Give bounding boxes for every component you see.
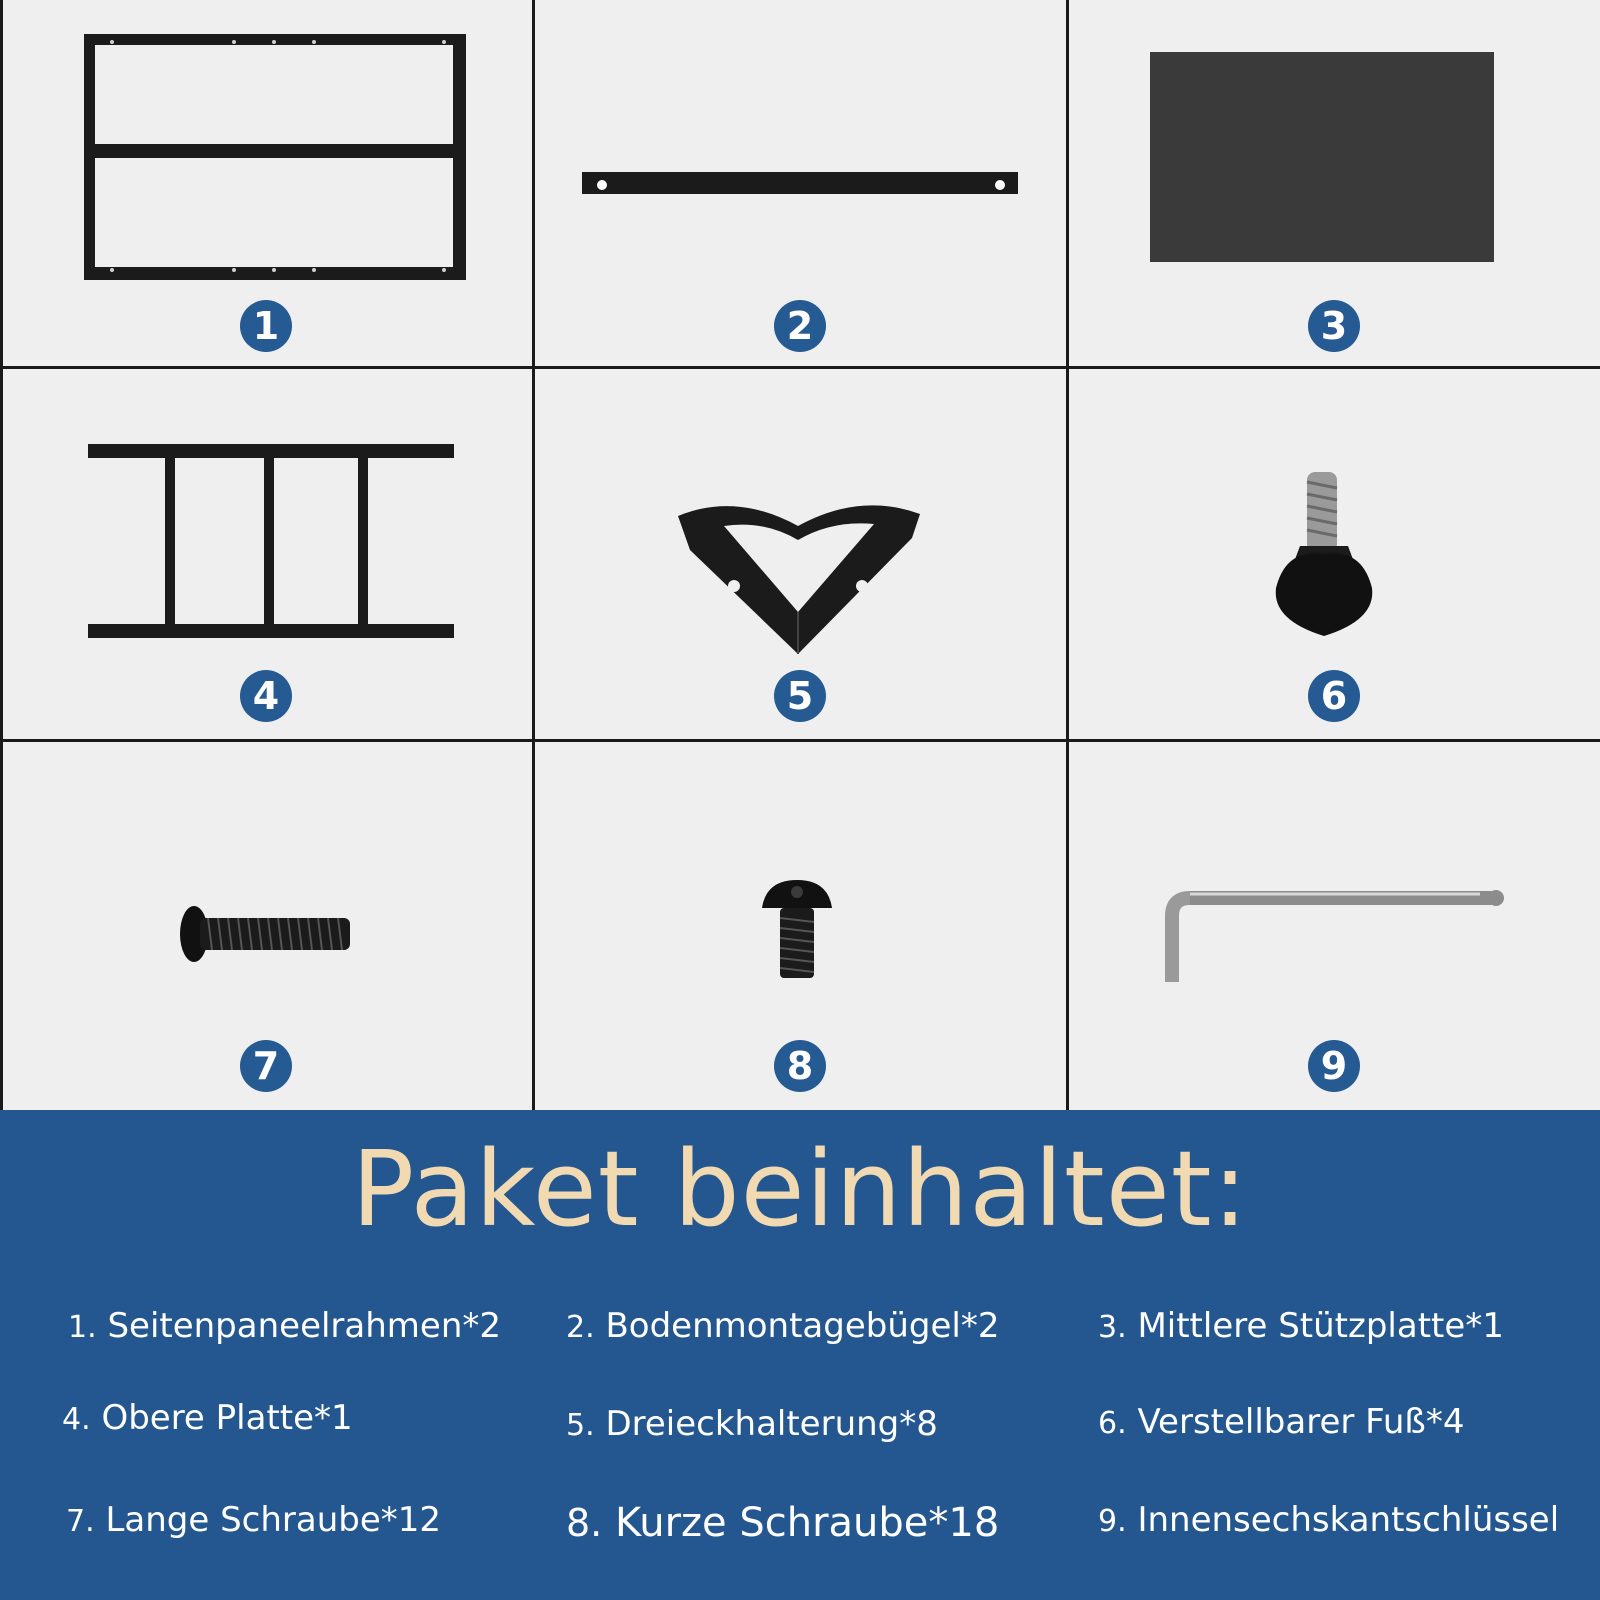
side-panel-frame-icon — [84, 34, 466, 280]
grid-line — [532, 0, 535, 1110]
grid-line — [1066, 0, 1069, 1110]
long-screw-icon — [178, 904, 358, 966]
short-screw-icon — [760, 878, 834, 980]
package-item: 1. Seitenpaneelrahmen*2 — [68, 1306, 502, 1346]
package-item: 2. Bodenmontagebügel*2 — [566, 1306, 1000, 1346]
part-number-badge: 9 — [1308, 1040, 1360, 1092]
package-item: 7. Lange Schraube*12 — [66, 1500, 442, 1540]
triangle-bracket-icon — [676, 500, 924, 658]
part-number-badge: 7 — [240, 1040, 292, 1092]
package-item: 8. Kurze Schraube*18 — [566, 1500, 1000, 1546]
part-number-badge: 2 — [774, 300, 826, 352]
package-item: 9. Innensechskantschlüssel — [1098, 1500, 1560, 1540]
package-item: 3. Mittlere Stützplatte*1 — [1098, 1306, 1504, 1346]
part-number-badge: 8 — [774, 1040, 826, 1092]
part-number-badge: 5 — [774, 670, 826, 722]
hex-key-icon — [1160, 886, 1508, 988]
grid-line — [0, 0, 3, 1110]
package-item: 6. Verstellbarer Fuß*4 — [1098, 1402, 1465, 1442]
middle-plate-icon — [1150, 52, 1495, 264]
top-plate-frame-icon — [88, 444, 454, 640]
part-number-badge: 4 — [240, 670, 292, 722]
package-item: 4. Obere Platte*1 — [62, 1398, 353, 1438]
grid-line — [0, 739, 1600, 742]
part-number-badge: 1 — [240, 300, 292, 352]
floor-bracket-icon — [582, 170, 1020, 198]
adjustable-foot-icon — [1256, 470, 1392, 640]
part-number-badge: 6 — [1308, 670, 1360, 722]
grid-line — [0, 366, 1600, 369]
part-number-badge: 3 — [1308, 300, 1360, 352]
package-item: 5. Dreieckhalterung*8 — [566, 1404, 938, 1444]
package-title: Paket beinhaltet: — [351, 1128, 1249, 1250]
